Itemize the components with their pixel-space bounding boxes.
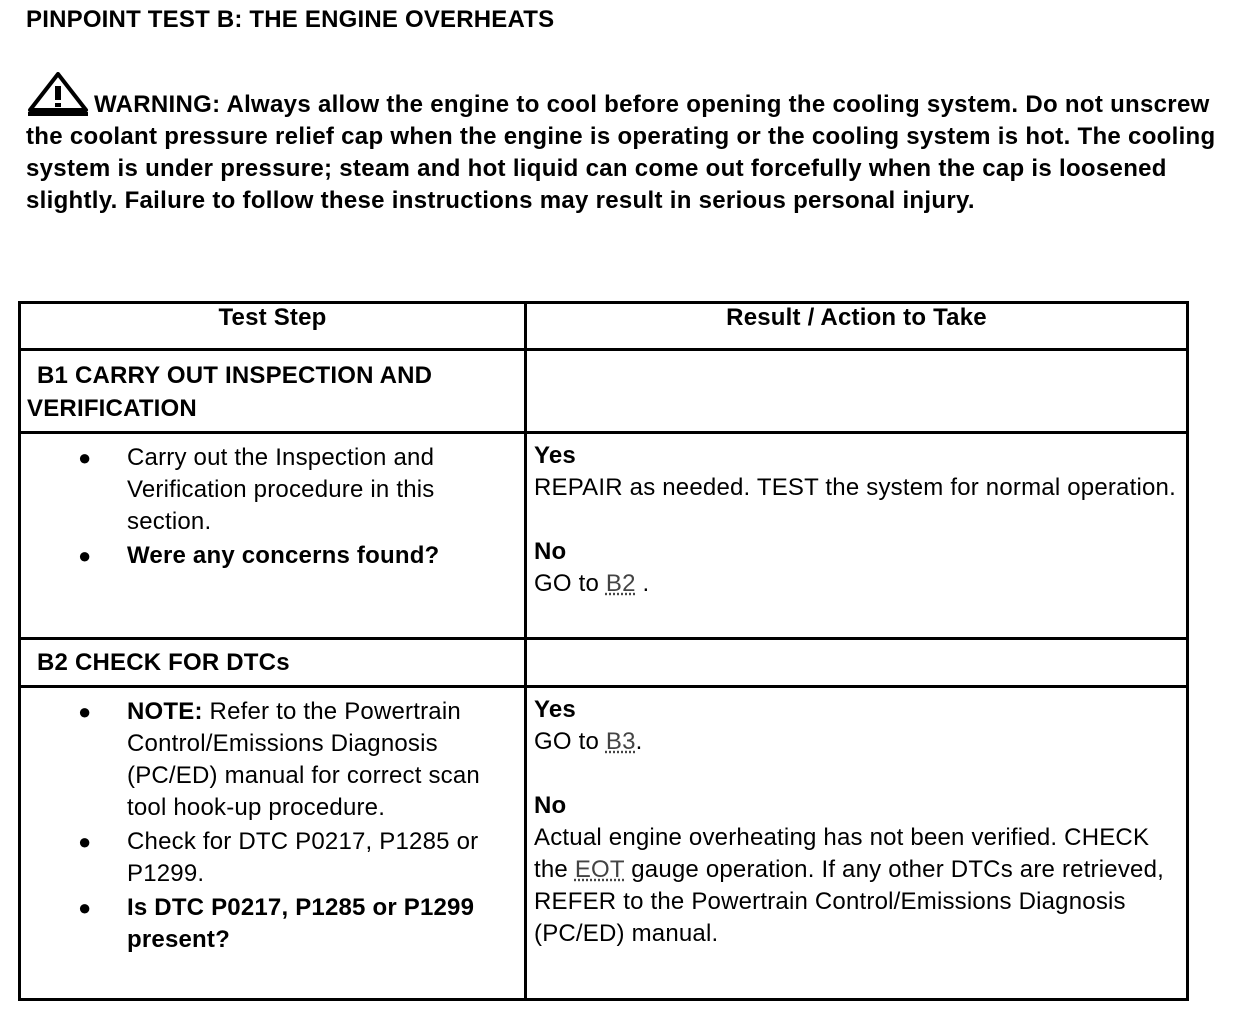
table-header-row bbox=[20, 303, 1188, 350]
header-result-action: Result / Action to Take bbox=[526, 303, 1188, 350]
b2-yes-label: Yes bbox=[534, 696, 576, 723]
bullet-icon: ● bbox=[78, 445, 92, 470]
b1-no-label: No bbox=[534, 538, 567, 565]
bullet-icon: ● bbox=[78, 829, 92, 854]
pinpoint-table bbox=[18, 301, 1189, 1001]
b1-title: B1 CARRY OUT INSPECTION AND VERIFICATION bbox=[20, 350, 526, 433]
table-row bbox=[20, 639, 1188, 687]
b2-result bbox=[526, 687, 1188, 1000]
page-title: PINPOINT TEST B: THE ENGINE OVERHEATS bbox=[26, 6, 555, 33]
b2-steps bbox=[20, 687, 526, 1000]
bullet-icon: ● bbox=[78, 543, 92, 568]
list-item: ● NOTE: Refer to the Powertrain Control/Emissions Diagnosis (PC/ED) manual for correct scan tool hook-up procedure. bbox=[78, 698, 480, 821]
list-item: ● Check for DTC P0217, P1285 or P1299. bbox=[78, 828, 479, 887]
table-row bbox=[20, 350, 1188, 433]
b2-no-text: Actual engine overheating has not been verified. CHECK the EOT gauge operation. If any other DTCs are retrieved, REFER to the Powertrain Control/Emissions Diagnosis (PC/ED) manual. bbox=[534, 824, 1164, 947]
b2-no-label: No bbox=[534, 792, 567, 819]
b1-yes-label: Yes bbox=[534, 442, 576, 469]
b1-steps bbox=[20, 433, 526, 639]
b1-yes-text: REPAIR as needed. TEST the system for normal operation. bbox=[534, 474, 1176, 501]
list-item: ● Were any concerns found? bbox=[21, 540, 514, 572]
table-row bbox=[20, 433, 1188, 639]
warning-block bbox=[26, 72, 1231, 217]
b2-title: B2 CHECK FOR DTCs bbox=[20, 639, 526, 687]
b1-no-text: GO to B2 . bbox=[534, 570, 650, 597]
b2-yes-text: GO to B3. bbox=[534, 728, 643, 755]
b2-title-result-empty bbox=[526, 639, 1188, 687]
b1-title-result-empty bbox=[526, 350, 1188, 433]
bullet-icon: ● bbox=[78, 895, 92, 920]
header-test-step: Test Step bbox=[20, 303, 526, 350]
warning-triangle-icon bbox=[26, 72, 90, 118]
warning-text: WARNING: Always allow the engine to cool before opening the cooling system. Do not unscrew the coolant pressure relief cap when the engine is operating or the cooling system is hot. The cooling system is under pressure; steam and hot liquid can come out forcefully when the cap is loosened slightly. Failure to follow these instructions may result in serious personal injury. bbox=[26, 91, 1216, 214]
b1-result bbox=[526, 433, 1188, 639]
bullet-icon: ● bbox=[78, 699, 92, 724]
link-b2[interactable]: B2 bbox=[605, 570, 636, 597]
link-b3[interactable]: B3 bbox=[605, 728, 636, 755]
list-item: ● Carry out the Inspection and Verification procedure in this section. bbox=[78, 444, 435, 535]
list-item: ● Is DTC P0217, P1285 or P1299 present? bbox=[78, 894, 475, 953]
link-eot[interactable]: EOT bbox=[574, 856, 625, 883]
table-row bbox=[20, 687, 1188, 1000]
